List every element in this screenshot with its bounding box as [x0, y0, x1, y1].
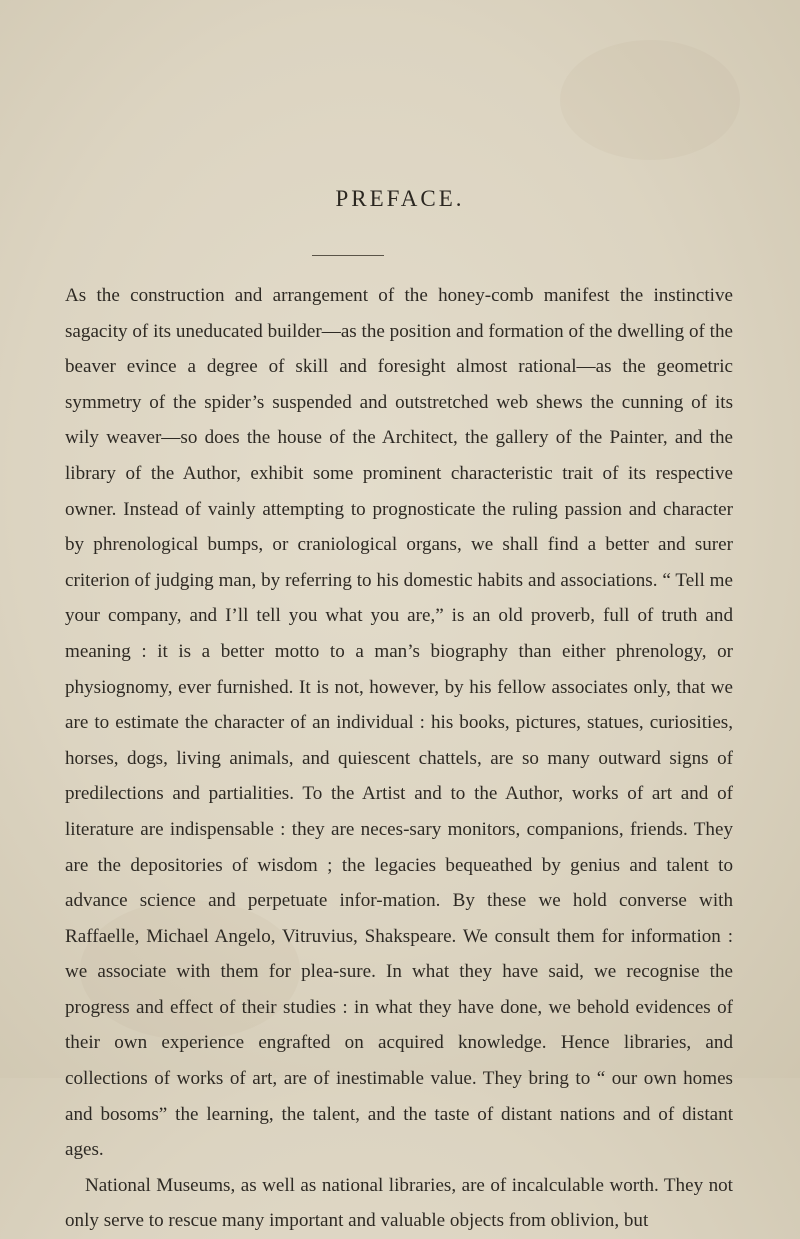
paragraph: As the construction and arrangement of the honey-comb manifest the instinctive sagacity of its uneducated builder—as the position and formation of the dwelling of the beaver evince a degree of skill and foresight almost rational—as the geometric symmetry of the spider’s suspended and outstretched web shews the cunning of its wily weaver—so does the house of the Architect, the gallery of the Painter, and the library of the Author, exhibit some prominent characteristic trait of its respective owner. Instead of vainly attempting to prognosticate the ruling passion and character by phrenological bumps, or craniological organs, we shall find a better and surer criterion of judging man, by referring to his domestic habits and associations. “ Tell me your company, and I’ll tell you what you are,” is an old proverb, full of truth and meaning : it is a better motto to a man’s biography than either phrenology, or physiognomy, ever furnished. It is not, however, by his fellow associates only, that we are to estimate the character of an individual : his books, pictures, statues, curiosities, horses, dogs, living animals, and quiescent chattels, are so many outward signs of predilections and partialities. To the Artist and to the Author, works of art and of literature are indispensable : they are neces-sary monitors, companions, friends. They are the depositories of wisdom ; the legacies bequeathed by genius and talent to advance science and perpetuate infor-mation. By these we hold converse with Raffaelle, Michael Angelo, Vitruvius, Shakspeare. We consult them for information : we associate with them for plea-sure. In what they have said, we recognise the progress and effect of their studies : in what they have done, we behold evidences of their own experience engrafted on acquired knowledge. Hence libraries, and collections of works of art, are of inestimable value. They bring to “ our own homes and bosoms” the learning, the talent, and the taste of distant nations and of distant ages.	[65, 285, 733, 1161]
paragraph: National Museums, as well as national libraries, are of incalculable worth. They not only serve to rescue many important and valuable objects from oblivion, but	[65, 1174, 733, 1232]
body-text	[65, 278, 733, 1239]
paper-stain	[560, 40, 740, 160]
title-rule	[312, 255, 384, 256]
page-title: PREFACE.	[335, 186, 465, 211]
